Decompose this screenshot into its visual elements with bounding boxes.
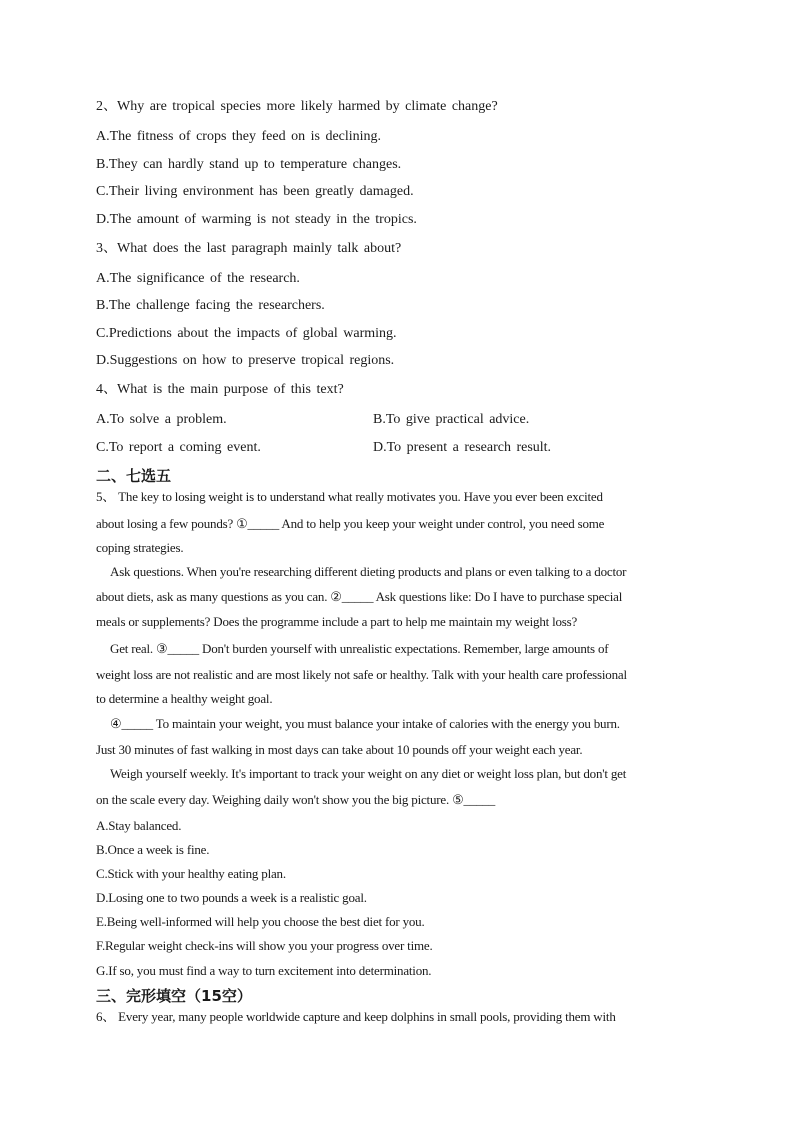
passage-line: Weigh yourself weekly. It's important to track your weight on any diet or weight loss plan, but don't get [110, 766, 627, 781]
question-2-option-b: B.They can hardly stand up to temperature changes. [96, 157, 402, 172]
section-2-option-d: D.Losing one to two pounds a week is a realistic goal. [96, 890, 367, 905]
passage-line: 6、 Every year, many people worldwide capture and keep dolphins in small pools, providing them with [96, 1009, 616, 1024]
question-2-stem: 2、Why are tropical species more likely harmed by climate change? [96, 99, 498, 114]
passage-line: 5、 The key to losing weight is to understand what really motivates you. Have you ever been excited [96, 489, 603, 504]
question-4-stem: 4、What is the main purpose of this text? [96, 382, 344, 397]
passage-line: ④_____ To maintain your weight, you must balance your intake of calories with the energy you burn. [110, 716, 620, 731]
passage-line: about losing a few pounds? ①_____ And to help you keep your weight under control, you need some [96, 516, 605, 531]
section-2-heading: 二、七选五 [96, 467, 172, 485]
section-2-option-b: B.Once a week is fine. [96, 842, 210, 857]
passage-line: Ask questions. When you're researching different dieting products and plans or even talking to a doctor [110, 564, 627, 579]
question-2-option-d: D.The amount of warming is not steady in the tropics. [96, 212, 417, 227]
passage-line: weight loss are not realistic and are most likely not safe or healthy. Talk with your health care professional [96, 667, 627, 682]
passage-line: Get real. ③_____ Don't burden yourself with unrealistic expectations. Remember, large amounts of [110, 641, 609, 656]
passage-line: on the scale every day. Weighing daily won't show you the big picture. ⑤_____ [96, 792, 496, 807]
question-4-option-d: D.To present a research result. [373, 440, 552, 455]
passage-line: about diets, ask as many questions as you can. ②_____ Ask questions like: Do I have to purchase special [96, 589, 623, 604]
question-3-option-b: B.The challenge facing the researchers. [96, 298, 325, 313]
section-3-heading: 三、完形填空（15空） [96, 987, 252, 1005]
passage-line: meals or supplements? Does the programme include a part to help me maintain my weight loss? [96, 614, 578, 629]
question-4-option-b: B.To give practical advice. [373, 412, 530, 427]
question-3-option-a: A.The significance of the research. [96, 271, 300, 286]
question-2-option-c: C.Their living environment has been greatly damaged. [96, 184, 414, 199]
question-3-stem: 3、What does the last paragraph mainly talk about? [96, 241, 402, 256]
question-2-option-a: A.The fitness of crops they feed on is declining. [96, 129, 382, 144]
section-2-option-e: E.Being well-informed will help you choose the best diet for you. [96, 914, 425, 929]
passage-line: coping strategies. [96, 540, 184, 555]
question-3-option-d: D.Suggestions on how to preserve tropical regions. [96, 353, 395, 368]
question-3-option-c: C.Predictions about the impacts of global warming. [96, 326, 397, 341]
section-2-option-a: A.Stay balanced. [96, 818, 182, 833]
question-4-option-c: C.To report a coming event. [96, 440, 261, 455]
section-2-option-f: F.Regular weight check-ins will show you your progress over time. [96, 938, 433, 953]
passage-line: to determine a healthy weight goal. [96, 691, 273, 706]
passage-line: Just 30 minutes of fast walking in most days can take about 10 pounds off your weight each year. [96, 742, 583, 757]
section-2-option-c: C.Stick with your healthy eating plan. [96, 866, 286, 881]
question-4-option-a: A.To solve a problem. [96, 412, 227, 427]
section-2-option-g: G.If so, you must find a way to turn excitement into determination. [96, 963, 432, 978]
